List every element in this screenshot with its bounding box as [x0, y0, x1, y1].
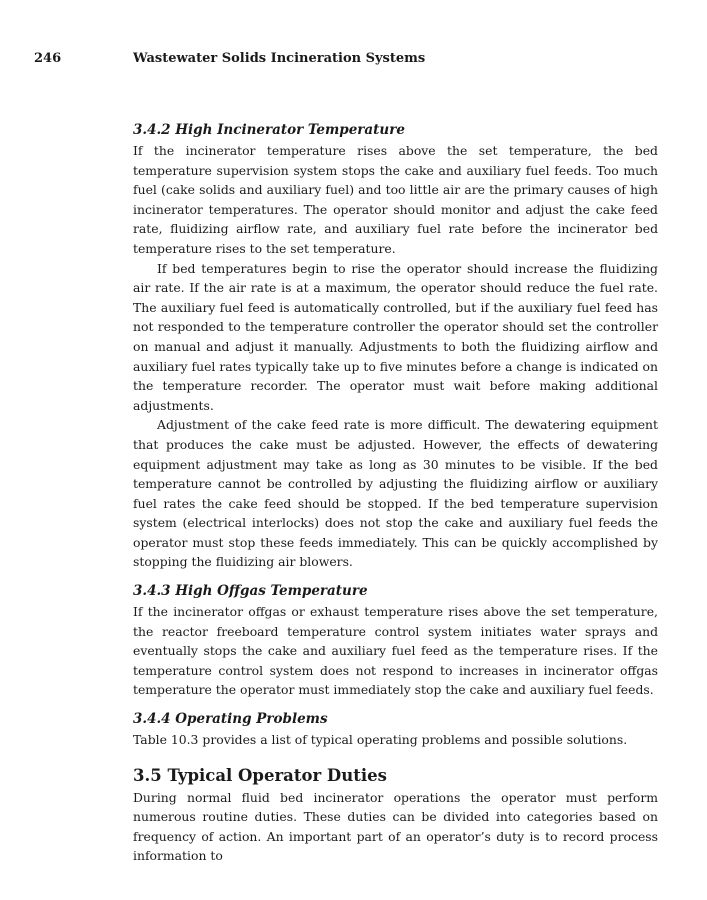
spacer	[133, 700, 658, 709]
paragraph: Table 10.3 provides a list of typical operating problems and possible solutions.	[133, 732, 628, 748]
heading-3-4-3: 3.4.3 High Offgas Temperature	[133, 583, 368, 600]
heading-3-4-2: 3.4.2 High Incinerator Temperature	[133, 122, 405, 138]
heading-3-4-4: 3.4.4 Operating Problems	[133, 711, 328, 728]
paragraph: If bed temperatures begin to rise the operator should increase the fluidizing air rate. If the air rate is at a maximum, the operator should reduce the fuel rate. The auxiliary fuel feed is automatically controlled, but if the auxiliary fuel feed has not responded to the temperature controller the operator should set the controller on manual and adjust it manually. Adjustments to both the fluidizing airflow and auxiliary fuel rates typically take up to five minutes before a change is indicated on the temperature recorder. The operator must wait before making additional adjustments.	[133, 260, 658, 413]
paragraph: Adjustment of the cake feed rate is more difficult. The dewatering equipment that produces the cake must be adjusted. However, the effects of dewatering equipment adjustment may take as long as 30 minutes to be visible. If the bed temperature cannot be controlled by adjusting the fluidizing airflow or auxiliary fuel rates the cake feed should be stopped. If the bed temperature supervision system (electrical interlocks) does not stop the cake and auxiliary fuel feeds the operator must stop these feeds immediately. This can be quickly accomplished by stopping the fluidizing air blowers.	[133, 417, 658, 570]
spacer	[133, 572, 658, 581]
running-head	[34, 49, 674, 69]
spacer	[133, 750, 658, 764]
paragraph: During normal fluid bed incinerator operations the operator must perform numerous routine duties. These duties can be divided into categories based on frequency of action. An important part of an operator’s duty is to record process information to	[133, 789, 658, 864]
paragraph: If the incinerator temperature rises above the set temperature, the bed temperature supervision system stops the cake and auxiliary fuel feeds. Too much fuel (cake solids and auxiliary fuel) and too little air are the primary causes of high incinerator temperatures. The operator should monitor and adjust the cake feed rate, fluidizing airflow rate, and auxiliary fuel rate before the incinerator bed temperature rises to the set temperature.	[133, 143, 658, 256]
heading-3-5: 3.5 Typical Operator Duties	[133, 765, 387, 785]
section-3-4-3	[133, 581, 658, 700]
paragraph: If the incinerator offgas or exhaust temperature rises above the set temperature, the reactor freeboard temperature control system initiates water sprays and eventually stops the cake and auxiliary fuel feed as the temperature rises. If the temperature control system does not respond to increases in incinerator offgas temperature the operator must immediately stop the cake and auxiliary fuel feeds.	[133, 604, 658, 698]
page-body	[133, 120, 658, 866]
page-number: 246	[34, 51, 62, 66]
running-title: Wastewater Solids Incineration Systems	[133, 51, 426, 66]
section-3-4-2	[133, 120, 658, 572]
section-3-4-4	[133, 709, 658, 750]
section-3-5	[133, 764, 658, 866]
